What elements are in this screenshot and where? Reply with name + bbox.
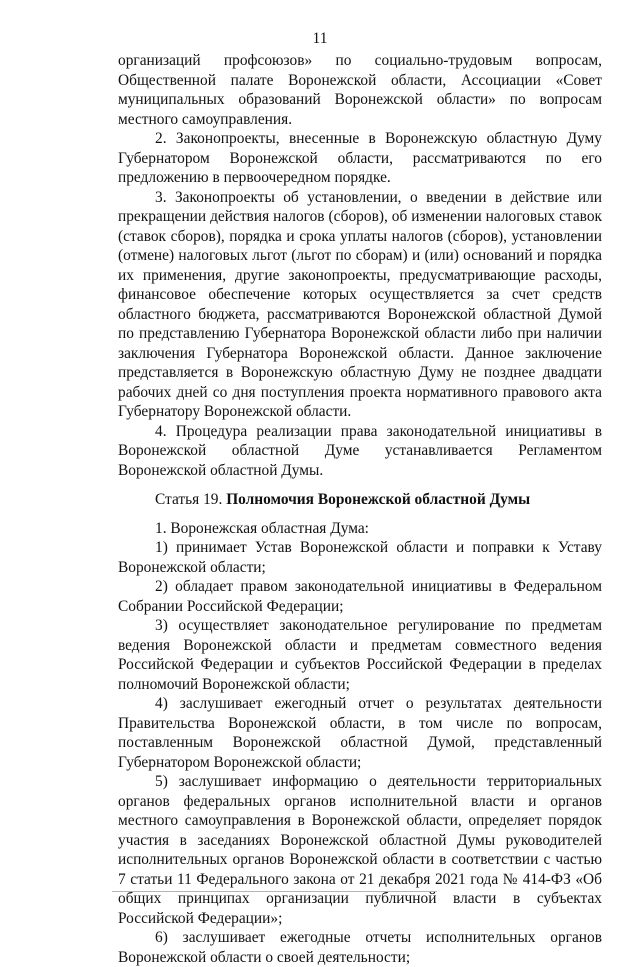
footer-rule: [112, 891, 437, 892]
paragraph-continuation: организаций профсоюзов» по социально-трудовым вопросам, Общественной палате Воронежской области, Ассоциации «Совет муниципальных образований Воронежской области» по вопросам местного самоуправления.: [118, 52, 602, 128]
item-6: 6) заслушивает ежегодные отчеты исполнительных органов Воронежской области о своей деятельности;: [118, 929, 602, 966]
article-heading: [118, 490, 602, 510]
paragraph-3: 3. Законопроекты об установлении, о введении в действие или прекращении действия налогов (сборов), об изменении налоговых ставок (ставок сборов), порядка и срока уплаты налогов (сборов), установлении (отмене) налоговых льгот (льгот по сборам) и (или) оснований и порядка их применения, другие законопроекты, предусматривающие расходы, финансовое обеспечение которых осуществляется за счет средств областного бюджета, рассматриваются Воронежской областной Думой по представлению Губернатора Воронежской области либо при наличии заключения Губернатора Воронежской области. Данное заключение представляется в Воронежскую областную Думу не позднее двадцати рабочих дней со дня поступления проекта нормативного правового акта Губернатору Воронежской области.: [118, 188, 602, 420]
paragraph-4: 4. Процедура реализации права законодательной инициативы в Воронежской областной Думе устанавливается Регламентом Воронежской областной Думы.: [118, 422, 602, 479]
item-3: 3) осуществляет законодательное регулирование по предметам ведения Воронежской области и предметам совместного ведения Российской Федерации и субъектов Российской Федерации в пределах полномочий Воронежской области;: [118, 617, 602, 693]
item-5: 5) заслушивает информацию о деятельности территориальных органов федеральных органов исполнительной власти и органов местного самоуправления в Воронежской области, определяет порядок участия в заседаниях Воронежской областной Думы руководителей исполнительных органов Воронежской области в соответствии с частью 7 статьи 11 Федерального закона от 21 декабря 2021 года № 414-ФЗ «Об общих принципах организации публичной власти в субъектах Российской Федерации»;: [118, 773, 602, 927]
page-number: 11: [312, 30, 328, 47]
item-1: 1) принимает Устав Воронежской области и поправки к Уставу Воронежской области;: [118, 539, 602, 576]
item-4: 4) заслушивает ежегодный отчет о результатах деятельности Правительства Воронежской области, в том числе по вопросам, поставленным Воронежской областной Думой, представленный Губернатором Воронежской области;: [118, 695, 602, 771]
item-2: 2) обладает правом законодательной инициативы в Федеральном Собрании Российской Федерации;: [118, 578, 602, 615]
article-prefix: Статья 19.: [155, 491, 223, 508]
paragraph-2: 2. Законопроекты, внесенные в Воронежскую областную Думу Губернатором Воронежской области, рассматриваются по его предложению в первоочередном порядке.: [118, 130, 602, 186]
item-intro: 1. Воронежская областная Дума:: [155, 519, 369, 537]
article-title: Полномочия Воронежской областной Думы: [226, 491, 531, 508]
document-body: [118, 51, 602, 967]
